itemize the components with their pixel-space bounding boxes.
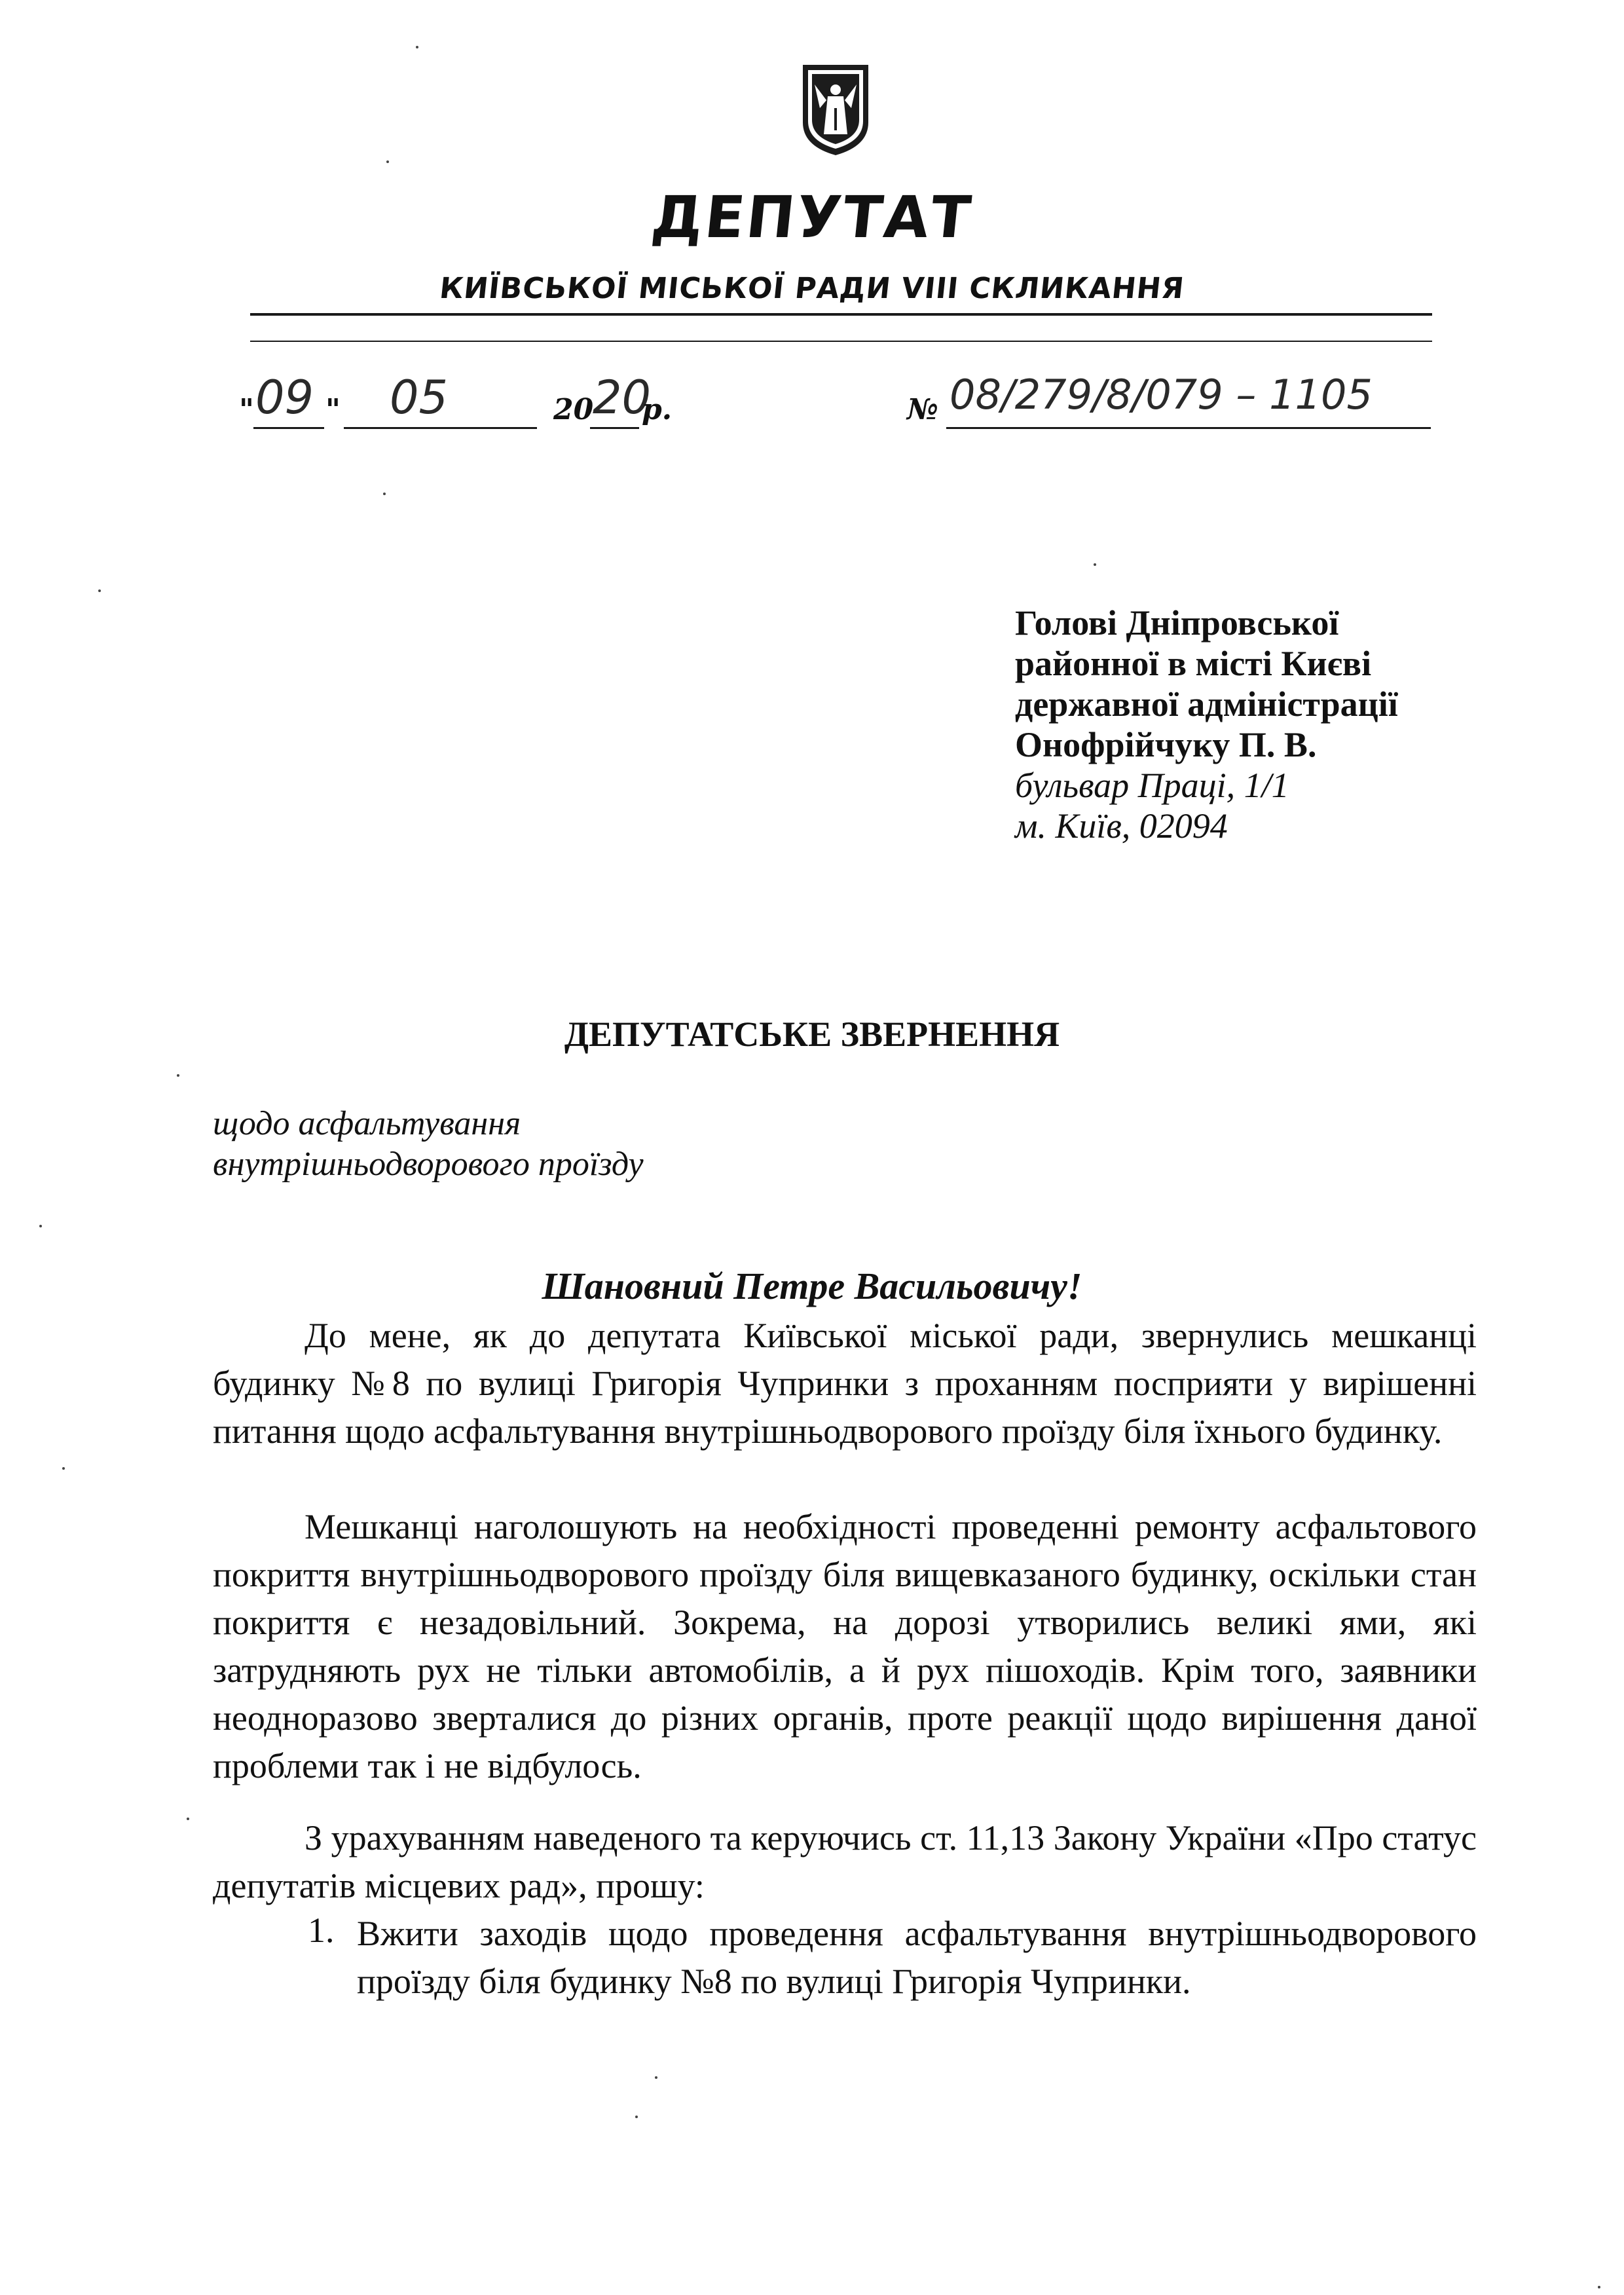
subject-line-1: щодо асфальтування	[213, 1105, 521, 1142]
date-year-underline	[590, 427, 639, 429]
kyiv-coat-of-arms-icon	[800, 62, 871, 157]
header-rule-thick	[250, 313, 1432, 316]
date-day-underline	[253, 427, 324, 429]
scan-speck	[416, 46, 418, 48]
scan-speck	[62, 1467, 65, 1470]
scan-speck	[39, 1225, 42, 1227]
subject-line-2: внутрішньодворового проїзду	[213, 1146, 644, 1183]
document-heading: ДЕПУТАТСЬКЕ ЗВЕРНЕННЯ	[564, 1015, 1060, 1054]
scan-speck	[655, 2076, 657, 2079]
date-day: 09	[255, 371, 314, 424]
addressee-name: Онофрійчуку П. В.	[1015, 725, 1317, 764]
paragraph-2: Мешканці наголошують на необхідності проведенні ремонту асфальтового покриття внутрішньодворового проїзду біля вищевказаного будинку, оскільки стан покриття є незадовільний. Зокрема, на дорозі утворились великі ями, які затрудняють рух не тільки автомобілів, а й рух пішоходів. Крім того, заявники неодноразово зверталися до різних органів, проте реакції щодо вирішення даної проблеми так і не відбулось.	[213, 1507, 1477, 1785]
number-label: №	[907, 393, 938, 426]
scan-speck	[635, 2116, 638, 2118]
paragraph-1: До мене, як до депутата Київської міської ради, звернулись мешканці будинку №8 по вулиці Григорія Чупринки з проханням посприяти у вирішенні питання щодо асфальтування внутрішньодворового проїзду біля їхнього будинку.	[213, 1316, 1477, 1451]
letterhead-title: ДЕПУТАТ	[648, 183, 976, 251]
date-month: 05	[390, 371, 449, 424]
list-item-number: 1.	[308, 1911, 335, 1950]
paragraph-3: З урахуванням наведеного та керуючись ст. 11,13 Закону України «Про статус депутатів місцевих рад», прошу:	[213, 1818, 1477, 1905]
addressee-street: бульвар Праці, 1/1	[1015, 766, 1289, 805]
subject-block	[213, 1104, 644, 1185]
date-line	[239, 371, 1437, 452]
date-open-quote: "	[239, 393, 254, 426]
list-item: Вжити заходів щодо проведення асфальтування внутрішньодворового проїзду біля будинку №8 по вулиці Григорія Чупринки.	[357, 1914, 1477, 2001]
scan-speck	[1598, 2286, 1600, 2288]
addressee-line-2: районної в місті Києві	[1015, 644, 1372, 683]
date-close-quote: "	[325, 393, 341, 426]
scan-speck	[177, 1074, 179, 1077]
addressee-line-1: Голові Дніпровської	[1015, 603, 1339, 643]
scan-speck	[1094, 563, 1096, 566]
addressee-line-3: державної адміністрації	[1015, 684, 1398, 724]
letterhead-subtitle: КИЇВСЬКОЇ МІСЬКОЇ РАДИ VIII СКЛИКАННЯ	[437, 272, 1187, 305]
date-month-underline	[344, 427, 537, 429]
addressee-block	[1015, 603, 1398, 846]
date-year-end: р.	[642, 393, 673, 426]
date-year-suffix: 20	[593, 371, 652, 424]
number-underline	[946, 427, 1431, 429]
scan-speck	[383, 493, 386, 495]
date-year-prefix: 20	[553, 393, 594, 426]
scan-speck	[98, 589, 101, 592]
registration-number: 08/279/8/079 – 1105	[950, 371, 1373, 419]
addressee-city: м. Київ, 02094	[1015, 806, 1228, 846]
scan-speck	[187, 1818, 189, 1820]
salutation: Шановний Петре Васильовичу!	[542, 1265, 1082, 1307]
header-rule-thin	[250, 341, 1432, 342]
scan-speck	[386, 160, 389, 163]
